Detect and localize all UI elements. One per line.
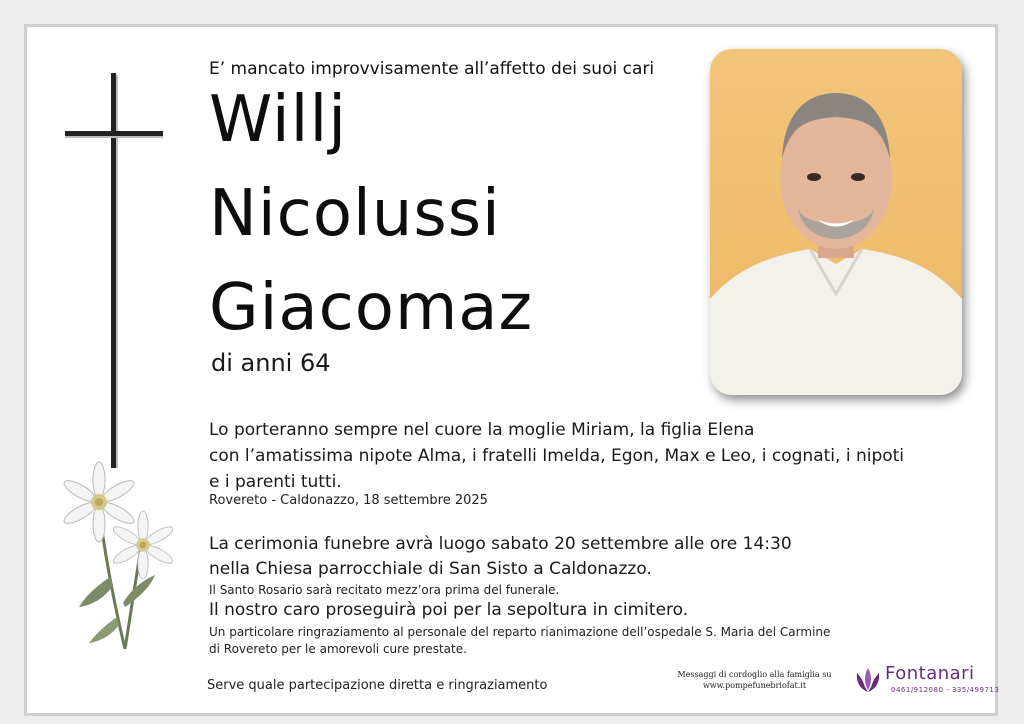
portrait-illustration <box>710 49 962 395</box>
agency-phones: 0461/912080 - 335/499713 <box>891 686 1000 694</box>
deceased-surname-1: Nicolussi <box>209 177 501 251</box>
thanks-line: di Rovereto per le amorevoli cure prestate. <box>209 642 467 656</box>
deceased-first-name: Willj <box>209 83 347 157</box>
edelweiss-icon <box>55 457 175 657</box>
intro-text: E’ mancato improvvisamente all’affetto dei suoi cari <box>209 59 655 79</box>
portrait-photo <box>710 49 962 395</box>
ceremony-line: La cerimonia funebre avrà luogo sabato 20 settembre alle ore 14:30 <box>209 534 792 554</box>
cross-icon <box>57 71 167 471</box>
agency-name: Fontanari <box>885 663 975 684</box>
deceased-surname-2: Giacomaz <box>209 271 534 345</box>
thanks-line: Un particolare ringraziamento al personale del reparto rianimazione dell’ospedale S. Maria del Carmine <box>209 625 831 639</box>
agency-logo <box>853 663 1003 699</box>
obituary-notice <box>24 24 998 716</box>
participation-note: Serve quale partecipazione diretta e ringraziamento <box>207 678 548 693</box>
family-paragraph <box>209 417 949 495</box>
family-line: e i parenti tutti. <box>209 472 342 492</box>
thanks-paragraph <box>209 624 929 658</box>
place-date: Rovereto - Caldonazzo, 18 settembre 2025 <box>209 493 488 508</box>
fontanari-logo-icon <box>853 665 883 695</box>
rosary-note: Il Santo Rosario sarà recitato mezz’ora prima del funerale. <box>209 583 560 597</box>
deceased-age: di anni 64 <box>211 349 331 377</box>
ceremony-line: nella Chiesa parrocchiale di San Sisto a Caldonazzo. <box>209 559 652 579</box>
family-line: con l’amatissima nipote Alma, i fratelli Imelda, Egon, Max e Leo, i cognati, i nipoti <box>209 446 905 466</box>
condolence-url[interactable]: www.pompefunebriofat.it <box>702 681 807 690</box>
condolence-text: Messaggi di cordoglio alla famiglia su <box>677 670 832 679</box>
burial-line: Il nostro caro proseguirà poi per la sepoltura in cimitero. <box>209 600 689 620</box>
condolence-note <box>677 669 832 691</box>
ceremony-paragraph <box>209 532 949 623</box>
family-line: Lo porteranno sempre nel cuore la moglie Miriam, la figlia Elena <box>209 420 755 440</box>
